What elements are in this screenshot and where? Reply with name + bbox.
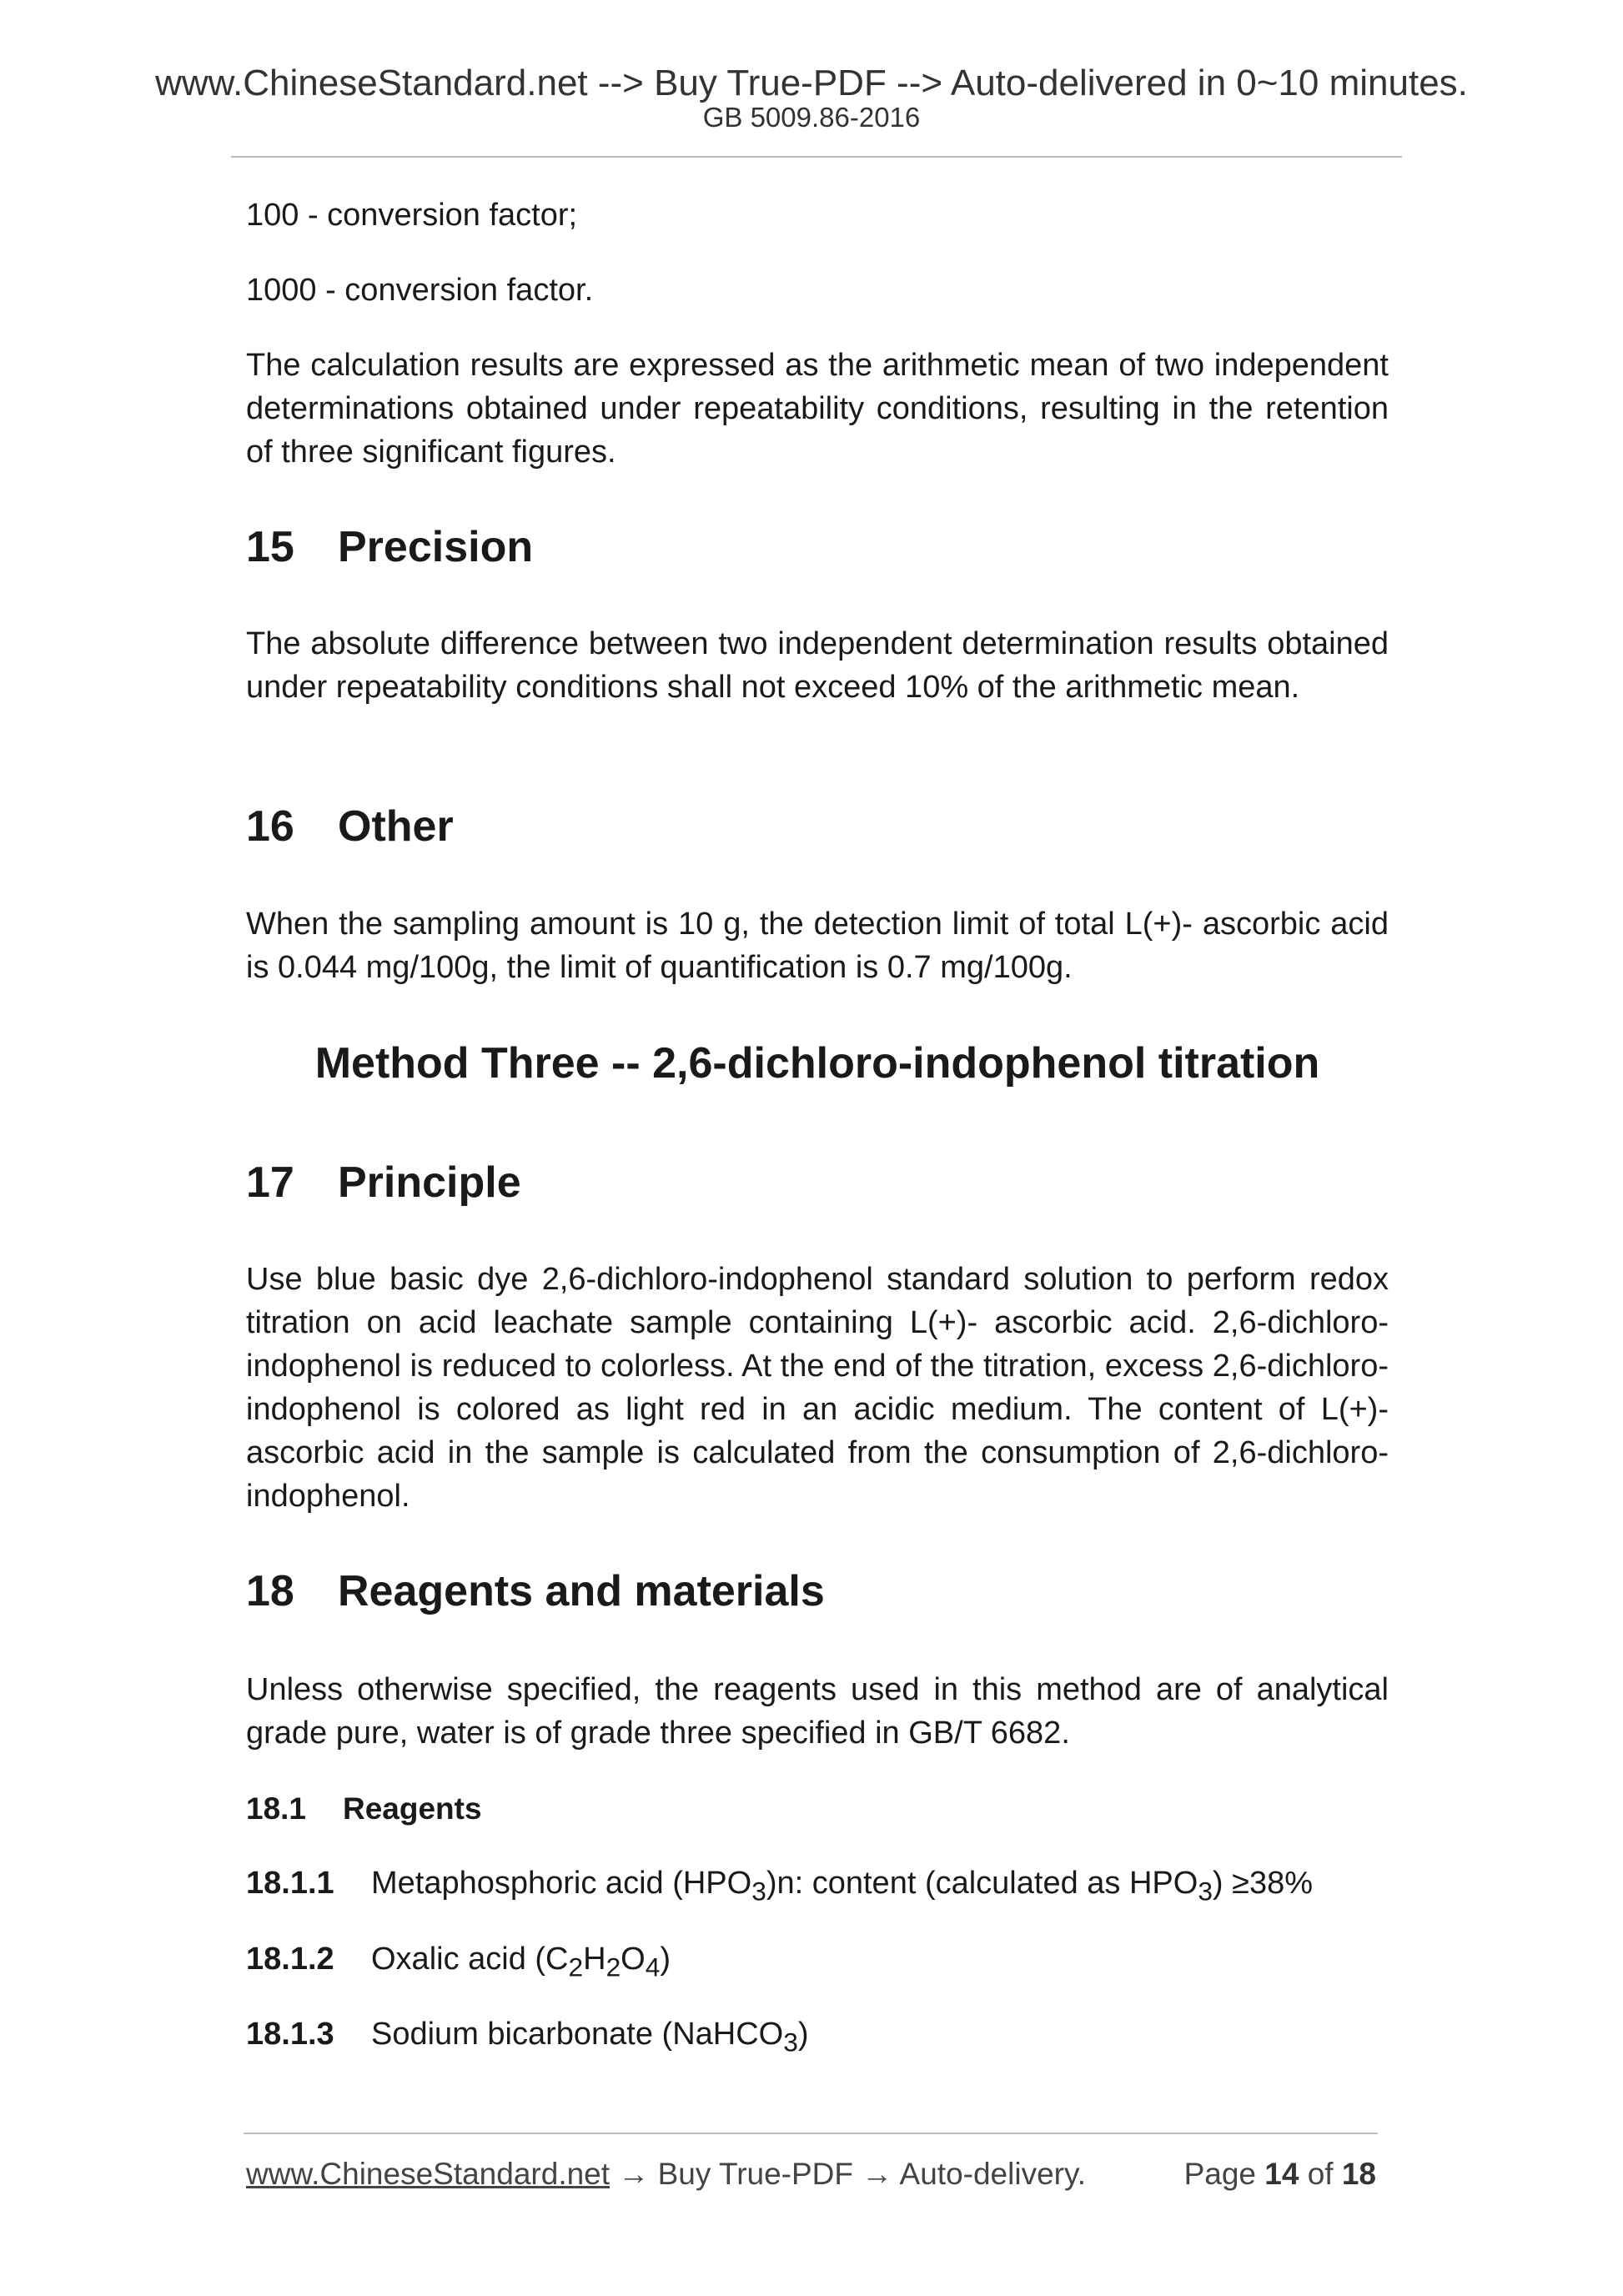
item-number: 18.1.3: [246, 2017, 334, 2052]
subsection-title: Reagents: [343, 1791, 482, 1826]
section-number: 18: [246, 1567, 294, 1615]
precision-paragraph: The absolute difference between two independent determination results obtained under repeatability conditions shall not exceed 10% of the arithmetic mean.: [246, 626, 1389, 705]
header-divider: [231, 156, 1402, 158]
section-number: 15: [246, 523, 294, 571]
subsection-number: 18.1: [246, 1791, 307, 1826]
item-number: 18.1.2: [246, 1942, 334, 1977]
reagent-item-oxalic-acid: 18.1.2 Oxalic acid $(C_2H_2O_4)$: [246, 1942, 671, 1982]
section-heading-reagents-materials: [246, 1567, 825, 1615]
section-heading-precision: [246, 525, 533, 569]
total-pages: 18: [1341, 2157, 1376, 2191]
footer-buy-text: Buy True-PDF: [657, 2157, 854, 2191]
footer-divider: [244, 2133, 1378, 2134]
method-three-title: Method Three -- 2,6-dichloro-indophenol titration: [314, 1039, 1320, 1088]
conversion-factor-100: 100 - conversion factor;: [246, 198, 578, 233]
other-paragraph: When the sampling amount is 10 g, the detection limit of total L(+)- ascorbic acid is 0.044 mg/100g, the limit of quantification is 0.7 mg/100g.: [246, 907, 1389, 985]
standard-code: GB 5009.86-2016: [702, 102, 921, 133]
top-banner: www.ChineseStandard.net --> Buy True-PDF --> Auto-delivered in 0~10 minutes.: [155, 63, 1468, 103]
section-title: Other: [338, 802, 454, 851]
page-footer: [246, 2158, 1376, 2189]
reagent-item-sodium-bicarbonate: 18.1.3 Sodium bicarbonate (NaHCO$_3$): [246, 2017, 809, 2057]
item-number: 18.1.1: [246, 1866, 334, 1901]
subsection-heading-reagents: [246, 1793, 482, 1824]
current-page: 14: [1264, 2157, 1299, 2191]
reagent-item-metaphosphoric-acid: 18.1.1 Metaphosphoric acid $(HPO_3)n$: content (calculated as $HPO_3) \ge 38\%$: [246, 1866, 1314, 1907]
section-title: Precision: [338, 523, 534, 571]
section-number: 16: [246, 802, 294, 851]
footer-delivery-text: Auto-delivery.: [899, 2157, 1087, 2191]
conversion-factor-1000: 1000 - conversion factor.: [246, 273, 594, 308]
arrow-right-icon: →: [618, 2157, 650, 2191]
page-indicator: Page 14 of 18: [1183, 2157, 1376, 2191]
footer-site-link[interactable]: www.ChineseStandard.net: [246, 2157, 611, 2191]
reagents-materials-paragraph: Unless otherwise specified, the reagents used in this method are of analytical grade pure, water is of grade three specified in GB/T 6682.: [246, 1672, 1389, 1751]
principle-paragraph: Use blue basic dye 2,6-dichloro-indophenol standard solution to perform redox titration on acid leachate sample containing L(+)- ascorbic acid. 2,6-dichloro-indophenol is reduced to colorless. At the end of the titration, excess 2,6-dichloro-indophenol is colored as light red in an acidic medium. The content of L(+)- ascorbic acid in the sample is calculated from the consumption of 2,6-dichloro-indophenol.: [246, 1262, 1389, 1514]
section-heading-other: [246, 802, 454, 851]
section-title: Principle: [338, 1158, 521, 1207]
arrow-right-icon: →: [862, 2157, 893, 2191]
section-number: 17: [246, 1158, 294, 1207]
calculation-results-paragraph: The calculation results are expressed as the arithmetic mean of two independent determinations obtained under repeatability conditions, resulting in the retention of three significant figures.: [246, 348, 1389, 470]
section-title: Reagents and materials: [338, 1567, 825, 1615]
section-heading-principle: [246, 1158, 521, 1207]
